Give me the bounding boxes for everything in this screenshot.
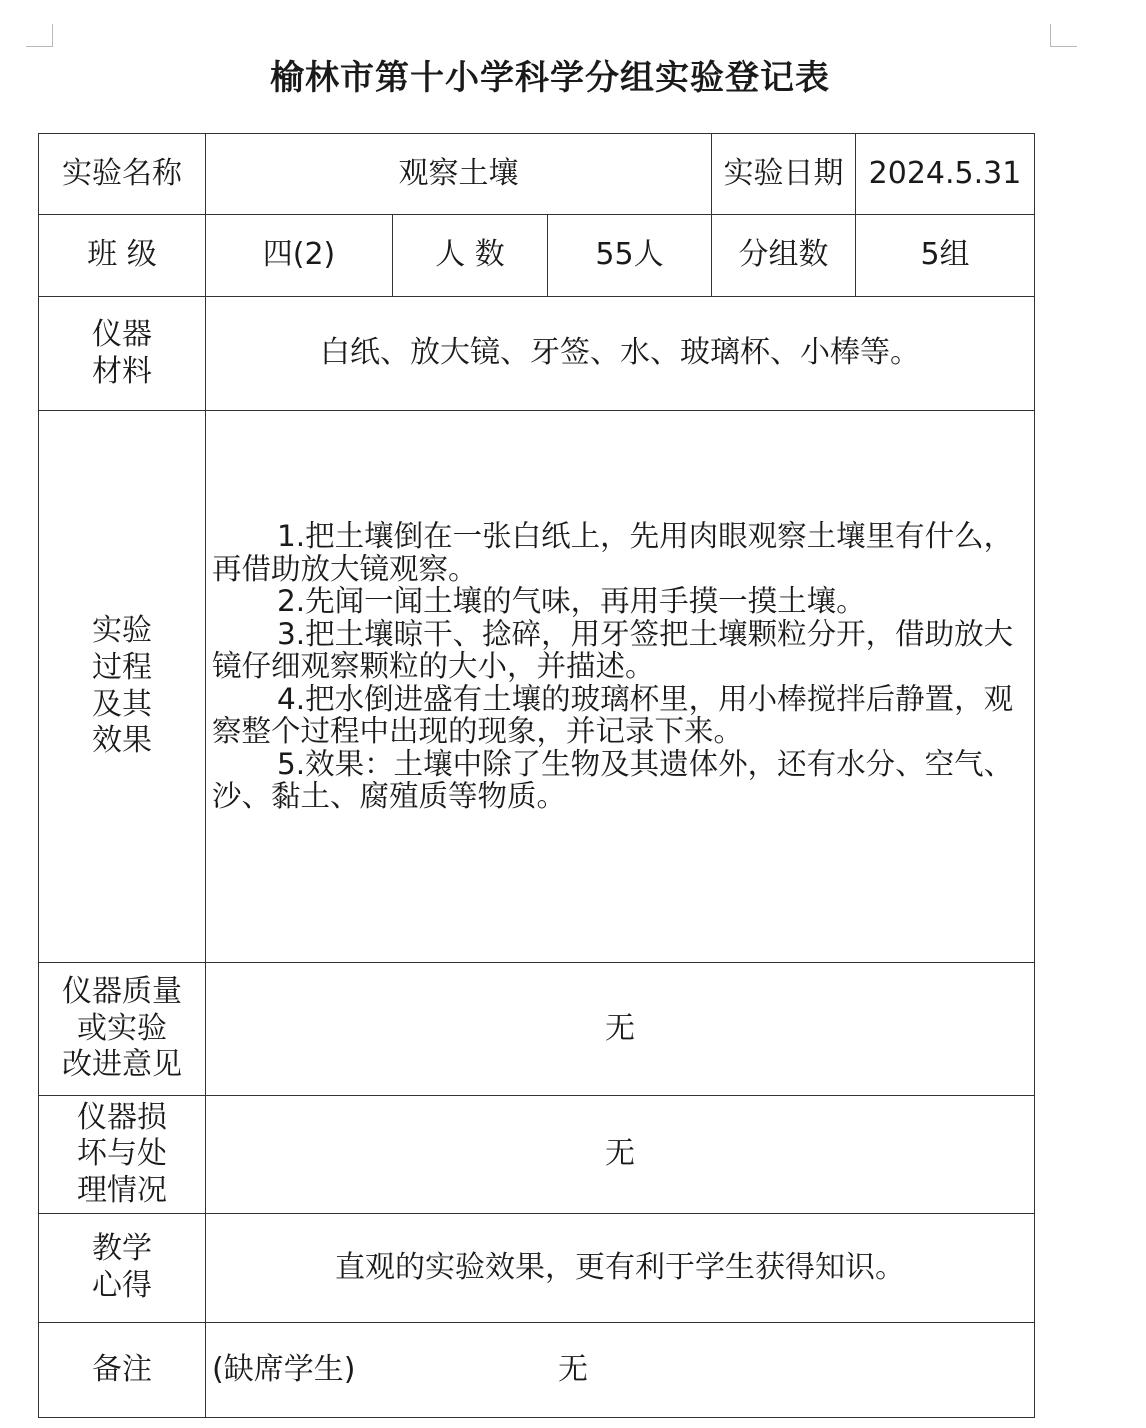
process-label: 实验 过程 及其 效果 <box>39 411 206 963</box>
process-step: 1.把土壤倒在一张白纸上，先用肉眼观察土壤里有什么，再借助放大镜观察。 <box>212 519 1014 586</box>
process-step: 4.把水倒进盛有土壤的玻璃杯里，用小棒搅拌后静置，观察整个过程中出现的现象，并记录下来。 <box>212 681 1014 749</box>
experiment-date-label: 实验日期 <box>712 134 856 215</box>
process-content[interactable] <box>206 411 1035 963</box>
remarks-row <box>39 1323 1035 1418</box>
people-value[interactable]: 55人 <box>548 215 712 297</box>
materials-row <box>39 297 1035 411</box>
quality-label: 仪器质量 或实验 改进意见 <box>39 963 206 1096</box>
people-label: 人 数 <box>393 215 548 297</box>
absent-students-label: (缺席学生) <box>212 1352 356 1387</box>
insight-value[interactable]: 直观的实验效果，更有利于学生获得知识。 <box>206 1214 1035 1323</box>
groups-label: 分组数 <box>712 215 856 297</box>
quality-value[interactable]: 无 <box>206 963 1035 1096</box>
insight-label: 教学 心得 <box>39 1214 206 1323</box>
process-step: 3.把土壤晾干、捻碎，用牙签把土壤颗粒分开，借助放大镜仔细观察颗粒的大小，并描述。 <box>212 616 1014 684</box>
page-corner-mark-left <box>26 24 53 47</box>
process-step: 2.先闻一闻土壤的气味，再用手摸一摸土壤。 <box>277 584 866 619</box>
groups-value[interactable]: 5组 <box>856 215 1035 297</box>
experiment-row <box>39 134 1035 215</box>
experiment-date-value[interactable]: 2024.5.31 <box>856 134 1035 215</box>
remarks-content[interactable] <box>206 1323 1035 1418</box>
quality-row <box>39 963 1035 1096</box>
class-value[interactable]: 四(2) <box>206 215 393 297</box>
class-label: 班 级 <box>39 215 206 297</box>
experiment-name-label: 实验名称 <box>39 134 206 215</box>
page-corner-mark-right <box>1050 24 1077 47</box>
registration-table <box>38 133 1035 1418</box>
class-row <box>39 215 1035 297</box>
materials-label: 仪器 材料 <box>39 297 206 411</box>
damage-row <box>39 1096 1035 1214</box>
damage-label: 仪器损 坏与处 理情况 <box>39 1096 206 1214</box>
materials-value[interactable]: 白纸、放大镜、牙签、水、玻璃杯、小棒等。 <box>206 297 1035 411</box>
process-step: 5.效果：土壤中除了生物及其遗体外，还有水分、空气、沙、黏土、腐殖质等物质。 <box>212 746 1014 814</box>
insight-row <box>39 1214 1035 1323</box>
absent-students-value: 无 <box>558 1352 588 1387</box>
damage-value[interactable]: 无 <box>206 1096 1035 1214</box>
document-title: 榆林市第十小学科学分组实验登记表 <box>270 58 830 98</box>
experiment-name-value[interactable]: 观察土壤 <box>206 134 712 215</box>
remarks-label: 备注 <box>39 1323 206 1418</box>
process-row <box>39 411 1035 963</box>
